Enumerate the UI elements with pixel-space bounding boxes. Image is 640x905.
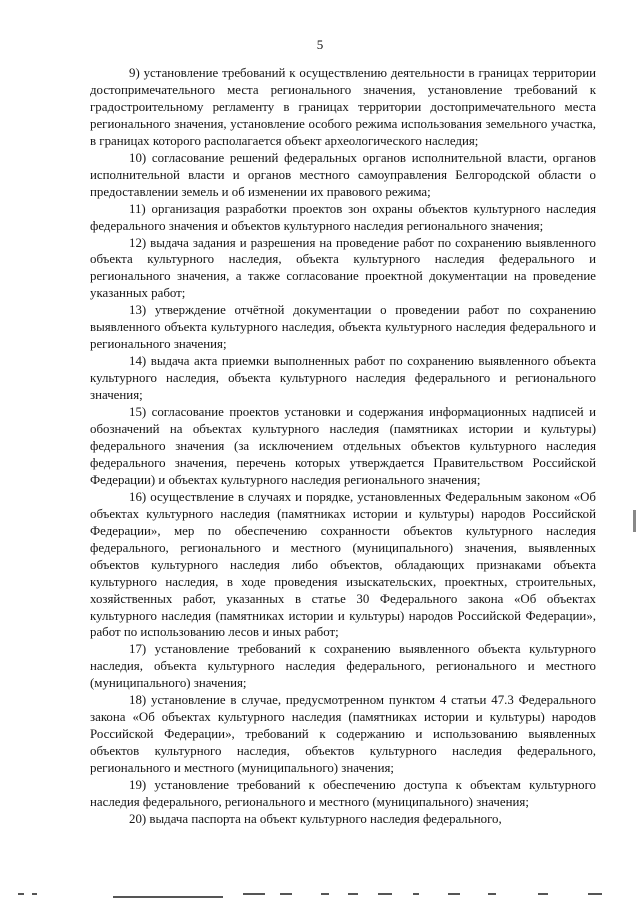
page-number: 5 [316,37,324,52]
list-item: 9) установление требований к осуществлению деятельности в границах территории достопримечательного места регионального значения, установление требований к градостроительному регламенту в границах территории достопримечательного места регионального значения, установление особого режима использования земельного участка, в границах которого располагается объект археологического наследия; [90,66,596,148]
list-item: 19) установление требований к обеспечению доступа к объектам культурного наследия федерального, регионального и местного (муниципального) значения; [90,778,596,809]
list-item: 20) выдача паспорта на объект культурного наследия федерального, [129,811,502,826]
list-item: 16) осуществление в случаях и порядке, установленных Федеральным законом «Об объектах культурного наследия (памятниках истории и культуры) народов Российской Федерации», мер по обеспечению сохранности объектов культурного наследия федерального, регионального и местного (муниципального) значения, выявленных объектов культурного наследия либо объектов, обладающих признаками объекта культурного наследия, в ходе проведения изыскательских, проектных, строительных, хозяйственных работ, указанных в статье 30 Федерального закона «Об объектах культурного наследия (памятниках истории и культуры) народов Российской Федерации», работ по использованию лесов и иных работ; [90,489,596,640]
list-item: 10) согласование решений федеральных органов исполнительной власти, органов исполнительной власти и органов местного самоуправления Белгородской области о предоставлении земель и об изменении их правового режима; [90,150,596,199]
scan-artifact [633,510,636,532]
list-item: 17) установление требований к сохранению выявленного объекта культурного наследия, объекта культурного наследия федерального, регионального и местного (муниципального) значения; [90,642,596,691]
list-item: 13) утверждение отчётной документации о проведении работ по сохранению выявленного объекта культурного наследия, объекта культурного наследия федерального и регионального значения; [90,303,596,352]
list-item: 12) выдача задания и разрешения на проведение работ по сохранению выявленного объекта культурного наследия, объекта культурного наследия федерального и регионального значения, а также согласование проектной документации на проведение указанных работ; [90,235,596,301]
list-item: 15) согласование проектов установки и содержания информационных надписей и обозначений на объектах культурного наследия (памятниках истории и культуры) федерального значения (за исключением отдельных объектов культурного наследия федерального значения, перечень которых утверждается Правительством Российской Федерации) и объектах культурного наследия регионального значения; [90,405,596,487]
list-item: 18) установление в случае, предусмотренном пунктом 4 статьи 47.3 Федерального закона «Об объектах культурного наследия (памятниках истории и культуры) народов Российской Федерации», требований к содержанию и использованию выявленных объектов культурного наследия, объектов культурного наследия федерального, регионального и местного (муниципального) значения; [90,693,596,776]
list-item: 11) организация разработки проектов зон охраны объектов культурного наследия федерального значения и объектов культурного наследия регионального значения; [90,201,596,233]
list-item: 14) выдача акта приемки выполненных работ по сохранению выявленного объекта культурного наследия, объекта культурного наследия федерального и регионального значения; [90,354,596,403]
document-body [90,65,596,828]
scan-artifact-footer [18,893,618,903]
